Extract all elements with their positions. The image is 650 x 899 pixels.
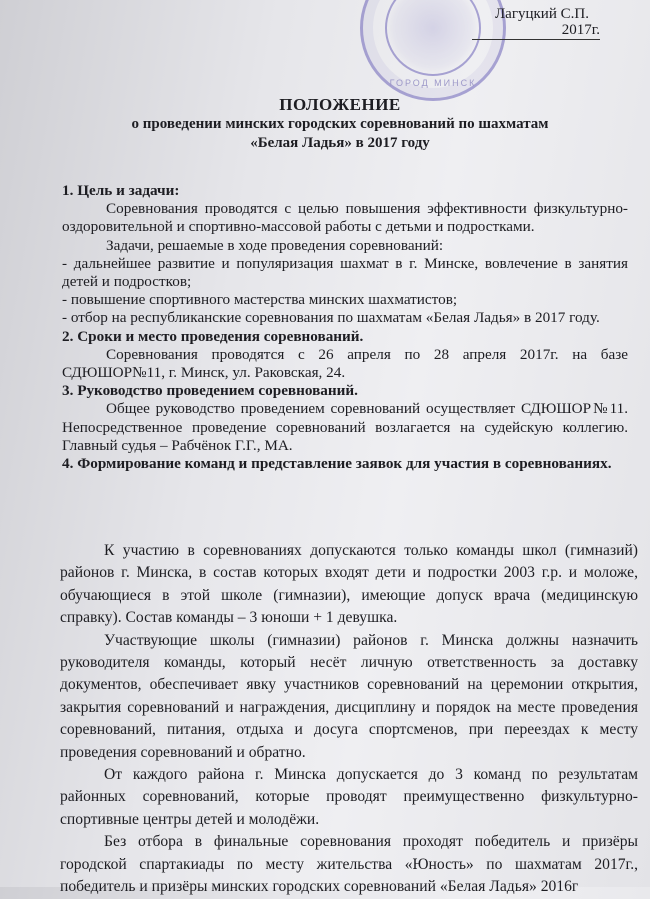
section-4-heading: 4. Формирование команд и представление заявок для участия в соревнованиях. <box>62 455 612 473</box>
section-2-paragraph-1: Соревнования проводятся с 26 апреля по 28 апреля 2017г. на базе СДЮШОР№11, г. Минск, ул. Раковская, 24. <box>62 345 628 382</box>
section-1-item: - отбор на республиканские соревнования по шахматам «Белая Ладья» в 2017 году. <box>62 309 600 327</box>
section-3-paragraph-1: Общее руководство проведением соревнований осуществляет СДЮШОР№11. Непосредственное проведение соревнований возлагается на судейскую коллегию. Главный судья – Рабчёнок Г.Г., МА. <box>62 400 628 454</box>
section-2-heading: 2. Сроки и место проведения соревнований. <box>62 327 364 345</box>
section-1-item: - дальнейшее развитие и популяризация шахмат в г. Минске, вовлечение в занятия детей и подростков; <box>62 254 628 291</box>
section-1-paragraph-1: Соревнования проводятся с целью повышения эффективности физкультурно-оздоровительной и спортивно-массовой работы с детьми и подростками. <box>62 200 628 236</box>
section-1-item: - повышение спортивного мастерства минских шахматистов; <box>62 291 458 309</box>
section-4-paragraph-2: Участвующие школы (гимназии) районов г. Минска должны назначить руководителя команды, который несёт личную ответственность за доставку документов, обеспечивает явку участников соревнований на церемонии открытия, закрытия соревнований и награждения, дисциплину и порядок на месте проведения соревнований, питания, отдыха и досуга спортсменов, при переездах к месту проведения соревнований и обратно. <box>60 631 638 761</box>
approver-name: Лагуцкий С.П. <box>495 6 589 22</box>
stamp-emblem <box>385 0 481 76</box>
title-line-2: о проведении минских городских соревнований по шахматам <box>131 116 549 132</box>
document-title <box>60 95 620 153</box>
section-4-paragraph-3: От каждого района г. Минска допускается до 3 команд по результатам районных соревнований, которые проводят преимущественно физкультурно-спортивные центры детей и молодёжи. <box>60 766 638 828</box>
document-body-bottom <box>60 540 638 899</box>
section-4-paragraph-1: К участию в соревнованиях допускаются только команды школ (гимназий) районов г. Минска, в состав которых входят дети и подростки 2003 г.р. и моложе, обучающиеся в этой школе (гимназии), имеющие допуск врача (медицинскую справку). Состав команды – 3 юноши + 1 девушка. <box>60 542 638 627</box>
approval-date: 2017г. <box>472 22 600 40</box>
document-body-top <box>62 182 628 473</box>
stamp-city-text: ГОРОД МИНСК <box>389 78 477 88</box>
official-stamp <box>360 0 506 101</box>
title-line-1: ПОЛОЖЕНИЕ <box>279 95 401 114</box>
section-3-heading: 3. Руководство проведением соревнований. <box>62 382 358 400</box>
title-line-3: «Белая Ладья» в 2017 году <box>250 135 430 151</box>
section-4-paragraph-4: Без отбора в финальные соревнования проходят победитель и призёры городской спартакиады по месту жительства «Юность» по шахматам 2017г., победитель и призёры минских городских соревнований «Белая Ладья» 2016г <box>60 833 638 896</box>
section-1-heading: 1. Цель и задачи: <box>62 182 180 199</box>
section-1-paragraph-2: Задачи, решаемые в ходе проведения соревнований: <box>106 236 444 254</box>
